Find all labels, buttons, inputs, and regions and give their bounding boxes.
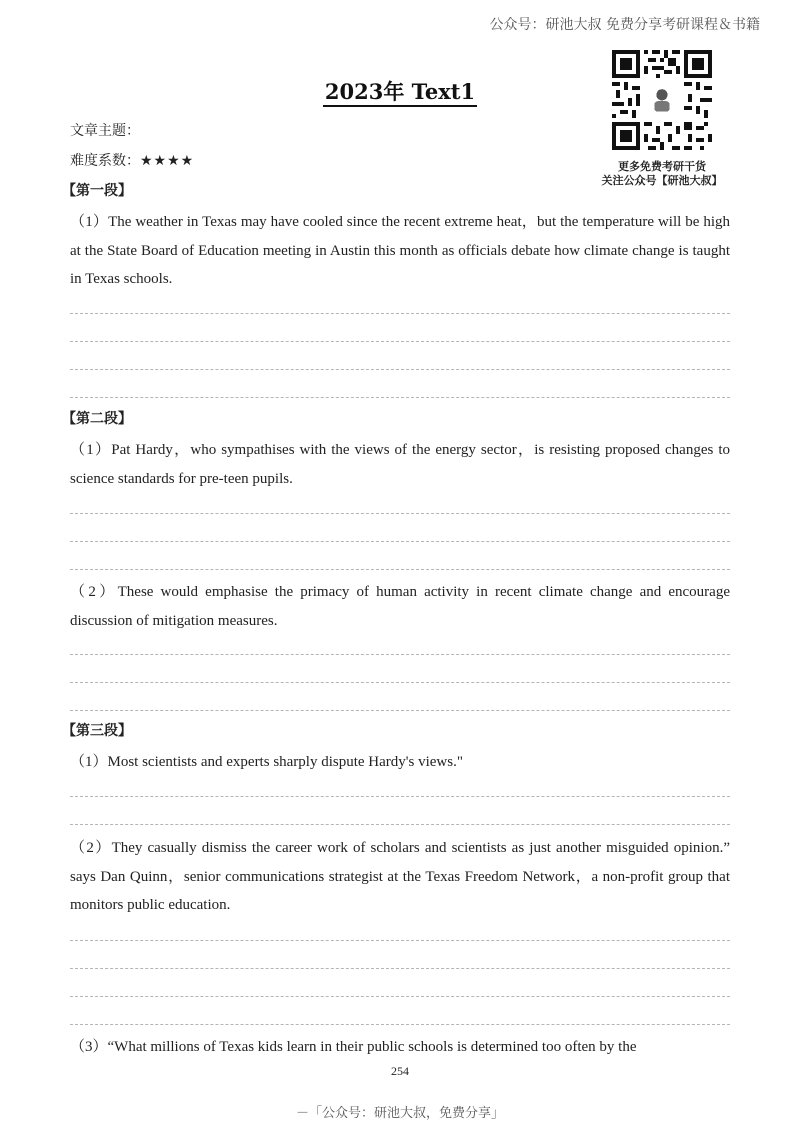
answer-line (70, 682, 730, 683)
section-1-heading: 【第一段】 (62, 183, 132, 199)
page-number: 254 (391, 1064, 409, 1078)
watermark-header: 公众号：研池大叔 免费分享考研课程＆书籍 (489, 17, 760, 33)
answer-line (70, 996, 730, 997)
answer-line (70, 513, 730, 514)
answer-line (70, 369, 730, 370)
page-title-text: 2023年 Text1 (323, 79, 477, 107)
section-3-sentence-3: （3）“What millions of Texas kids learn in their public schools is determined too often by the (70, 1039, 637, 1055)
answer-line (70, 569, 730, 570)
qr-caption-line2: 关注公众号【研池大叔】 (601, 174, 723, 187)
answer-line (70, 710, 730, 711)
qr-code-icon (612, 50, 712, 150)
section-2-heading: 【第二段】 (62, 411, 132, 427)
answer-line (70, 824, 730, 825)
section-3-sentence-1: （1）Most scientists and experts sharply dispute Hardy's views." (70, 754, 463, 770)
answer-line (70, 796, 730, 797)
answer-line (70, 313, 730, 314)
qr-caption-line1: 更多免费考研干货 (618, 160, 706, 173)
section-3-sentence-2: （2）They casually dismiss the career work of scholars and scientists as just another misguided opinion.” says Dan Quinn，senior communications strategist at the Texas Freedom Network，a non-profit group that monitors public education. (70, 840, 730, 913)
answer-line (70, 541, 730, 542)
difficulty-stars: ★★★★ (140, 153, 195, 169)
answer-line (70, 397, 730, 398)
section-1-sentence-1: （1）The weather in Texas may have cooled since the recent extreme heat，but the temperature will be high at the State Board of Education meeting in Austin this month as officials debate how climate change is taught in Texas schools. (70, 214, 730, 287)
qr-caption (594, 160, 730, 188)
topic-label: 文章主题： (70, 123, 140, 139)
footer-watermark: －「公众号：研池大叔，免费分享」 (295, 1106, 504, 1121)
section-2-sentence-1: （1）Pat Hardy，who sympathises with the views of the energy sector，is resisting proposed changes to science standards for pre-teen pupils. (70, 442, 730, 487)
difficulty-row (70, 150, 194, 170)
answer-line (70, 341, 730, 342)
answer-line (70, 1024, 730, 1025)
answer-line (70, 654, 730, 655)
qr-code-block (601, 50, 730, 188)
answer-line (70, 940, 730, 941)
section-3-heading: 【第三段】 (62, 723, 132, 739)
section-2-sentence-2: （2）These would emphasise the primacy of human activity in recent climate change and encourage discussion of mitigation measures. (70, 584, 730, 629)
answer-line (70, 968, 730, 969)
difficulty-label: 难度系数： (70, 153, 140, 169)
